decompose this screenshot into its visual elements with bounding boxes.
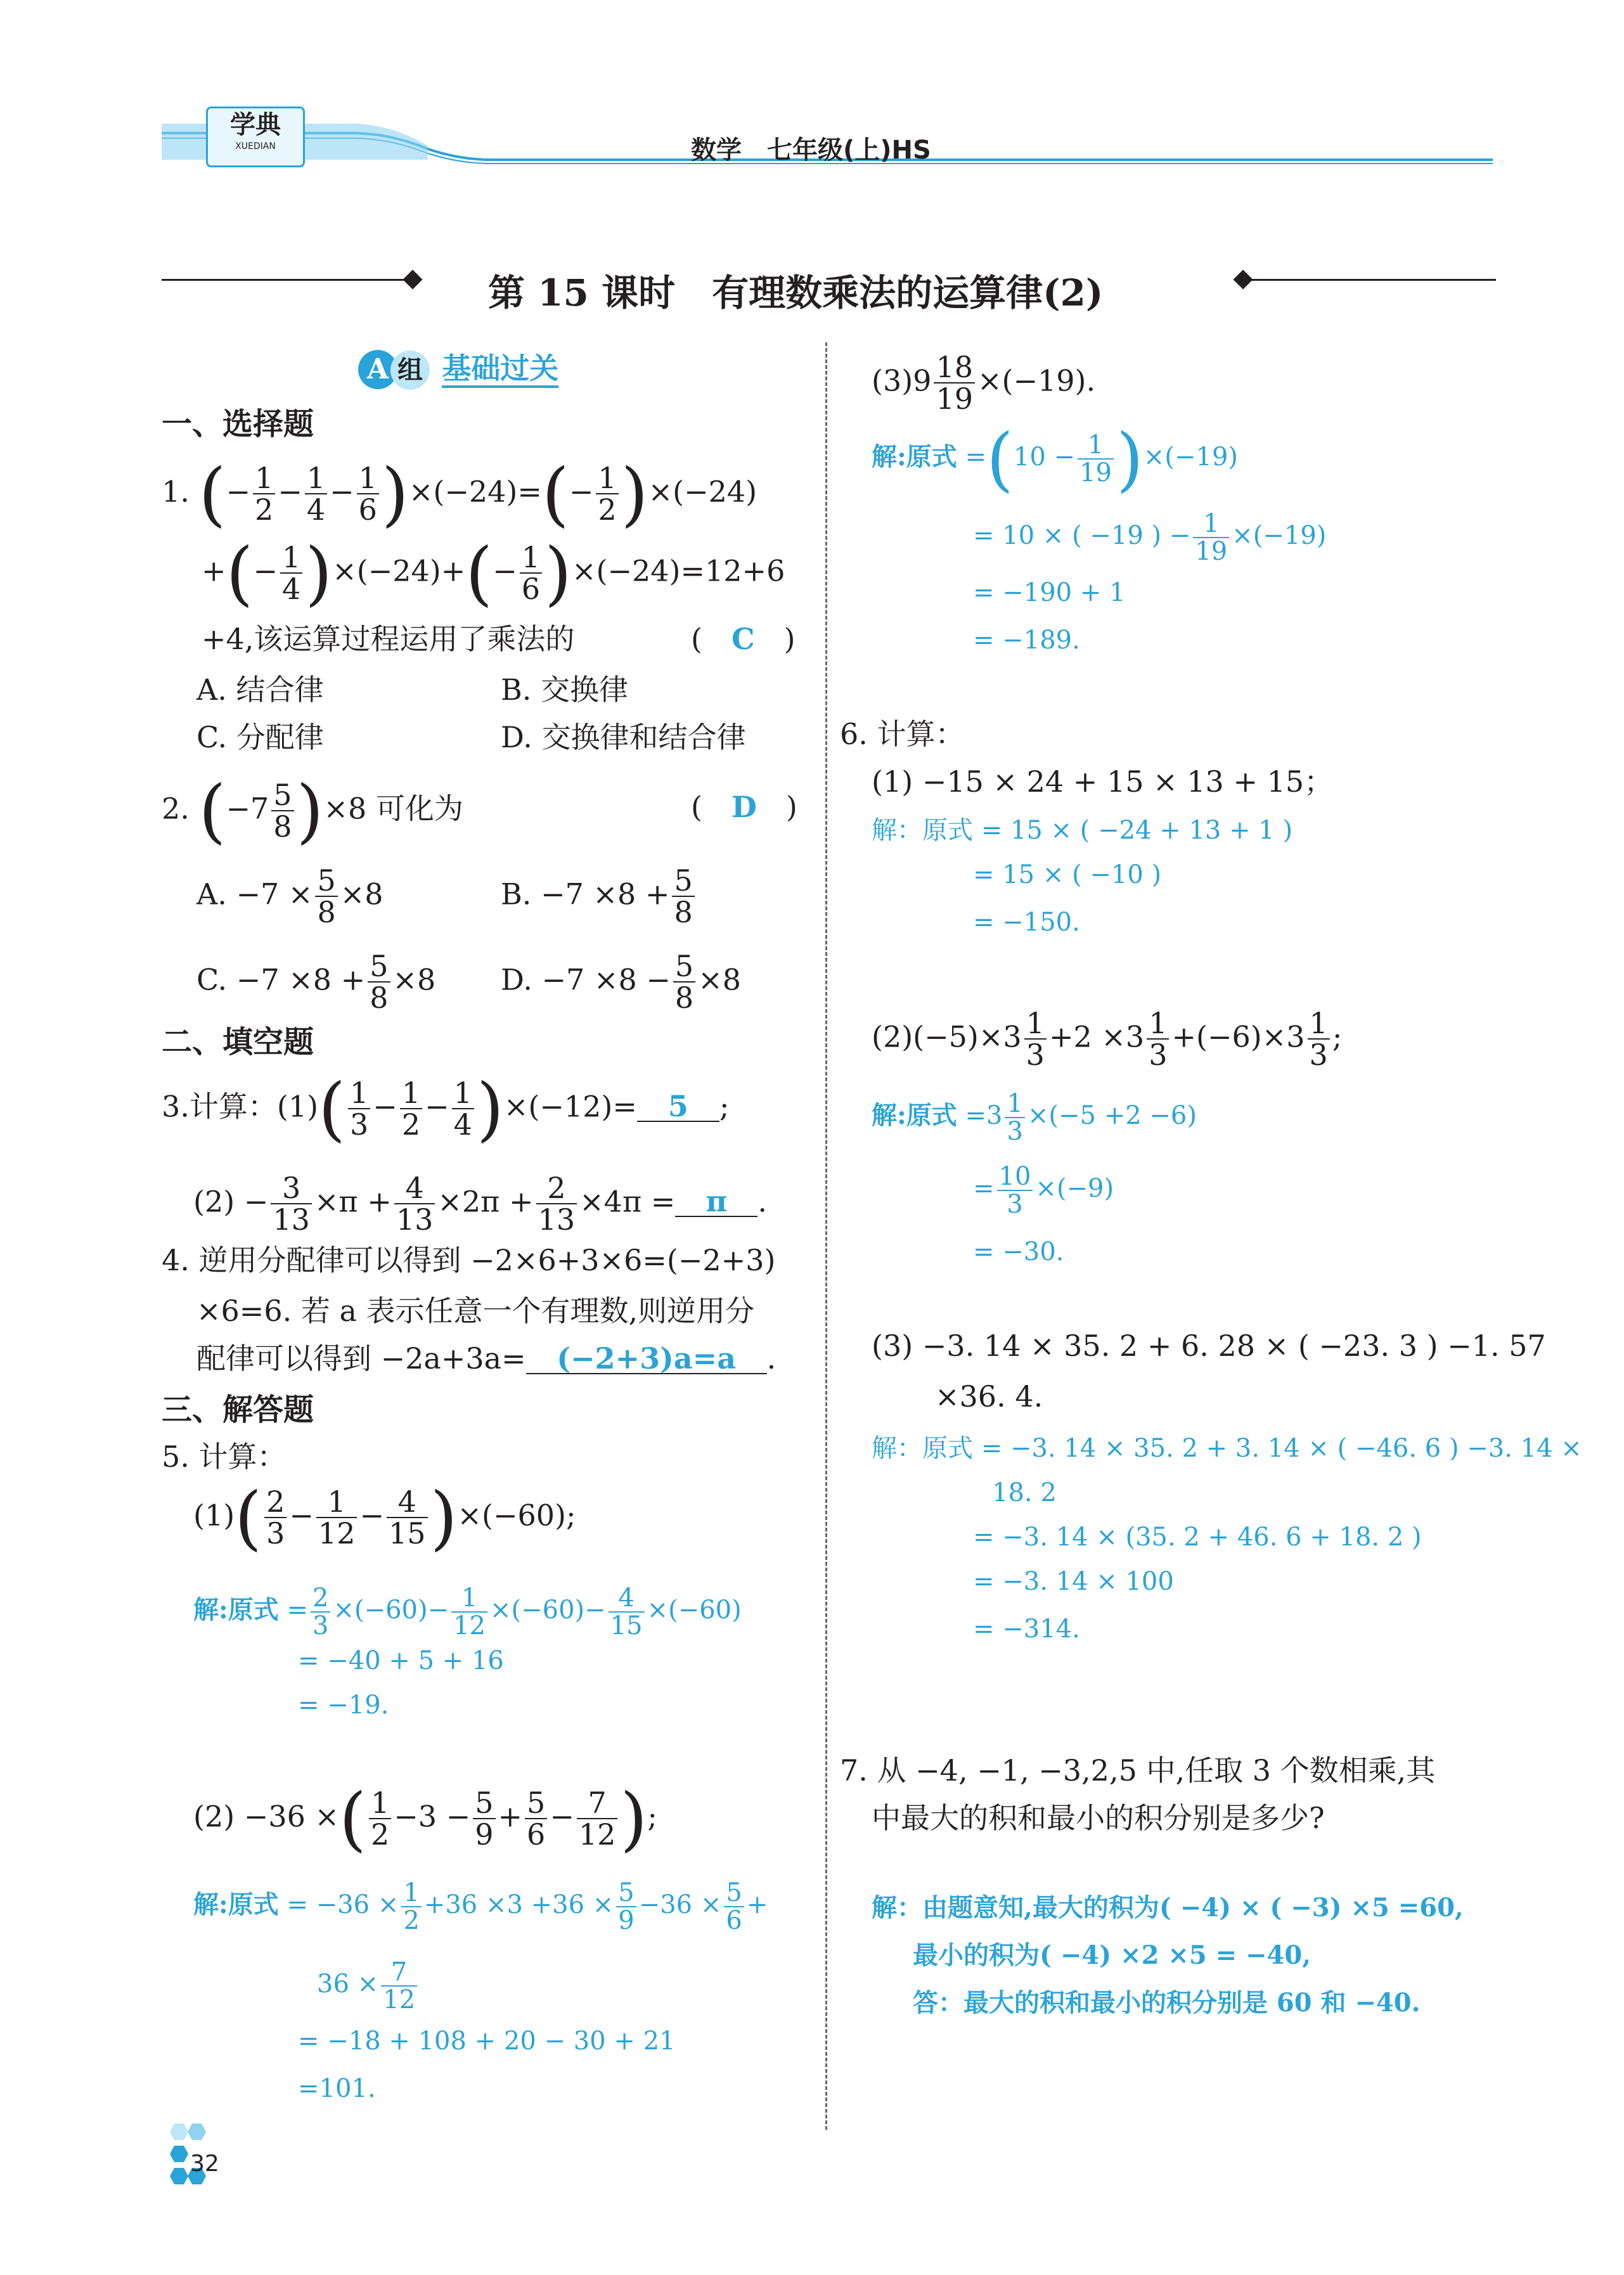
q7-sol-line2: 最小的积为( −4) ×2 ×5 = −40,: [913, 1940, 1311, 1970]
q6-p1-sol-line3: = −150.: [973, 908, 1080, 937]
q7-line1: 7. 从 −4, −1, −3,2,5 中,任取 3 个数相乘,其: [840, 1753, 1436, 1788]
q5-p2-sol-line1: 解:原式 = −36 × $\frac{1}{2}$ +36 ×3 +36 × $\frac{5}{9}$ −36 × $\frac{5}{6}$ +: [193, 1878, 768, 1935]
badge-group-word: 组: [390, 351, 430, 390]
q2-line: 2. (−7 $\frac{5}{8}$ )×8 可化为: [162, 770, 463, 852]
q2-option-d: D. −7 ×8 − $\frac{5}{8}$ ×8: [501, 949, 741, 1015]
q6-p3-sol-line4: = −3. 14 × 100: [973, 1567, 1174, 1596]
q6-p3-line1: (3) −3. 14 × 35. 2 + 6. 28 × ( −23. 3 ) −1. 57: [872, 1329, 1546, 1363]
q2-option-b: B. −7 ×8 + $\frac{5}{8}$: [501, 865, 697, 928]
q2-option-a: A. −7 × $\frac{5}{8}$ ×8: [197, 863, 383, 930]
q6-p2-sol-line1: 解:原式 =3 $\frac{1}{3}$ ×(−5 +2 −6): [872, 1089, 1197, 1146]
section-choice: 一、选择题: [162, 406, 314, 442]
q5-p3-sol-line2: = 10 × ( −19 ) − $\frac{1}{19}$ ×(−19): [973, 509, 1327, 566]
q5-lead: 5. 计算：: [162, 1440, 287, 1474]
q5-p1-sol-line3: = −19.: [298, 1691, 389, 1720]
q5-p2-sol-line2: 36 × $\frac{7}{12}$: [317, 1959, 420, 2013]
q1-option-a: A. 结合律: [197, 673, 324, 707]
q6-p3-line2: ×36. 4.: [935, 1379, 1043, 1414]
q6-p1-sol-line2: = 15 × ( −10 ): [973, 860, 1162, 889]
q1-option-d: D. 交换律和结合律: [501, 720, 746, 754]
q1-option-c: C. 分配律: [197, 720, 324, 754]
q5-p2-sol-line3: = −18 + 108 + 20 − 30 + 21: [298, 2027, 676, 2056]
section-answer: 三、解答题: [162, 1392, 314, 1428]
q6-p3-sol-line5: = −314.: [973, 1614, 1080, 1644]
q5-p1-sol-line1: 解:原式 = $\frac{2}{3}$ ×(−60)− $\frac{1}{12}$ ×(−60)− $\frac{4}{15}$ ×(−60): [193, 1583, 742, 1640]
q4-line1: 4. 逆用分配律可以得到 −2×6+3×6=(−2+3): [162, 1243, 776, 1277]
q4-line3: 配律可以得到 −2a+3a= (−2+3)a=a .: [197, 1341, 777, 1376]
header-subject: 数学 七年级(上)HS: [691, 136, 931, 165]
title-rule-right: [1242, 279, 1496, 281]
logo-text: 学典: [230, 110, 281, 139]
q6-p2-sol-line2: = $\frac{10}{3}$ ×(−9): [973, 1162, 1114, 1219]
q5-p3-sol-line1: 解:原式 =(10 − $\frac{1}{19}$ )×(−19): [872, 418, 1239, 499]
q5-p3-sol-line4: = −189.: [973, 626, 1080, 655]
q3-line2: (2) − $\frac{3}{13}$ ×π + $\frac{4}{13}$ ×2π + $\frac{2}{13}$ ×4π = π .: [193, 1171, 767, 1237]
title-diamond-right: [1233, 269, 1253, 289]
q6-lead: 6. 计算：: [840, 717, 965, 751]
section-fill: 二、填空题: [162, 1024, 314, 1060]
group-badge: [358, 345, 558, 390]
group-label: 基础过关: [442, 351, 558, 388]
q5-p2-sol-line4: =101.: [298, 2074, 376, 2103]
q1-line2: +(− $\frac{1}{4}$ )×(−24)+(− $\frac{1}{6}$ )×(−24)=12+6: [202, 532, 785, 614]
q6-p2-sol-line3: = −30.: [973, 1237, 1064, 1266]
title-diamond-left: [403, 269, 422, 289]
page-number: 32: [190, 2151, 219, 2177]
q7-sol-line1: 解：由题意知,最大的积为( −4) × ( −3) ×5 =60,: [872, 1893, 1464, 1923]
q2-answer: ( D ): [691, 790, 797, 824]
column-divider: [825, 342, 827, 2130]
page-title: 第 15 课时 有理数乘法的运算律(2): [488, 271, 1104, 314]
q5-p1: (1)( $\frac{2}{3}$ − $\frac{1}{12}$ − $\frac{4}{15}$ )×(−60);: [193, 1477, 576, 1559]
q7-line2: 中最大的积和最小的积分别是多少?: [872, 1801, 1325, 1835]
q5-p3-sol-line3: = −190 + 1: [973, 578, 1126, 607]
q6-p1-sol-line1: 解：原式 = 15 × ( −24 + 13 + 1 ): [872, 816, 1293, 845]
title-rule-left: [162, 279, 409, 281]
q7-sol-line3: 答：最大的积和最小的积分别是 60 和 −40.: [913, 1988, 1421, 2018]
q2-option-c: C. −7 ×8 + $\frac{5}{8}$ ×8: [197, 949, 436, 1015]
q6-p1: (1) −15 × 24 + 15 × 13 + 15；: [872, 764, 1334, 799]
q6-p3-sol-line3: = −3. 14 × (35. 2 + 46. 6 + 18. 2 ): [973, 1523, 1422, 1552]
logo-sub: XUEDIAN: [235, 141, 276, 151]
q5-p2: (2) −36 ×( $\frac{1}{2}$ −3 − $\frac{5}{9}$ + $\frac{5}{6}$ − $\frac{7}{12}$ );: [193, 1778, 657, 1860]
q6-p3-sol-line2: 18. 2: [992, 1478, 1057, 1507]
q3-line1: 3.计算：(1)( $\frac{1}{3}$ − $\frac{1}{2}$ − $\frac{1}{4}$ )×(−12)= 5 ;: [162, 1068, 730, 1150]
q1-line3: +4,该运算过程运用了乘法的: [202, 622, 575, 656]
logo: [206, 106, 305, 167]
q1-line1: 1. (− $\frac{1}{2}$ − $\frac{1}{4}$ − $\frac{1}{6}$ )×(−24)=(− $\frac{1}{2}$ )×(−24): [162, 453, 757, 535]
q5-p3: (3)9 $\frac{18}{19}$ ×(−19).: [872, 350, 1096, 416]
q5-p1-sol-line2: = −40 + 5 + 16: [298, 1646, 504, 1675]
q6-p3-sol-line1: 解：原式 = −3. 14 × 35. 2 + 3. 14 × ( −46. 6 ) −3. 14 ×: [872, 1434, 1582, 1463]
q4-line2: ×6=6. 若 a 表示任意一个有理数,则逆用分: [197, 1294, 755, 1328]
badge-circle: A: [358, 350, 397, 389]
q6-p2: (2)(−5)×3 $\frac{1}{3}$ +2 ×3 $\frac{1}{3}$ +(−6)×3 $\frac{1}{3}$ ;: [872, 1006, 1343, 1073]
q1-option-b: B. 交换律: [501, 673, 629, 707]
q1-answer: ( C ): [691, 622, 796, 656]
